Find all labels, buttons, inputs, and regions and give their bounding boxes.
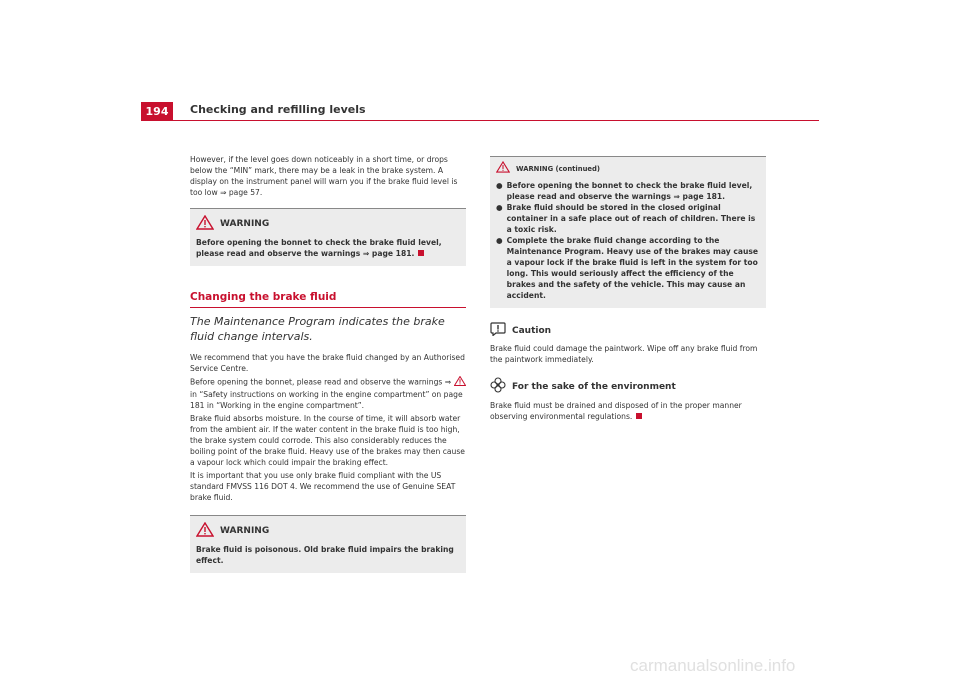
warning-title: WARNING (196, 522, 460, 541)
warning-box-bonnet (190, 208, 466, 266)
watermark: carmanualsonline.info (630, 656, 796, 675)
warning-triangle-icon (196, 215, 214, 234)
paragraph-level-drop: However, if the level goes down noticeably in a short time, or drops below the “MIN” mark, there may be a leak in the brake system. A display on the instrument panel will warn you if the brake fluid level is too low ⇒ page 57. (190, 155, 458, 197)
warning-text: Brake fluid is poisonous. Old brake fluid impairs the braking effect. (196, 545, 454, 565)
list-item: ● Before opening the bonnet to check the brake fluid level, please read and observe the warnings ⇒ page 181. (496, 181, 753, 201)
list-item: ● Complete the brake fluid change according to the Maintenance Program. Heavy use of the brakes may cause a vapour lock if the brake fluid is left in the system for too long. This would seriously affect the efficiency of the brakes and the safety of the vehicle. This may cause an accident. (496, 236, 759, 300)
paragraph-dot4: It is important that you use only brake fluid compliant with the US standard FMVSS 116 DOT 4. We recommend the use of Genuine SEAT brake fluid. (190, 471, 456, 502)
warning-box-poison (190, 515, 466, 573)
running-header: Checking and refilling levels (190, 103, 366, 116)
right-column (490, 156, 766, 424)
caution-icon (490, 322, 506, 340)
left-column (190, 154, 466, 573)
warning-text: Before opening the bonnet to check the brake fluid level, please read and observe the warnings ⇒ page 181. (196, 238, 442, 258)
header-rule (173, 120, 819, 121)
warning-triangle-icon (496, 161, 510, 177)
end-mark-icon (418, 250, 424, 256)
list-item: ● Brake fluid should be stored in the closed original container in a safe place out of reach of children. There is a toxic risk. (496, 203, 756, 234)
end-mark-icon (636, 413, 642, 419)
paragraph-recommend: We recommend that you have the brake fluid changed by an Authorised Service Centre. (190, 353, 465, 373)
section-title: Changing the brake fluid (190, 292, 466, 308)
inline-warning-icon (454, 376, 466, 389)
environment-title: For the sake of the environment (490, 377, 766, 397)
warning-bullets (496, 180, 760, 301)
environment-text: Brake fluid must be drained and disposed of in the proper manner observing environmental regulations. (490, 401, 742, 421)
warning-continued-title: WARNING (continued) (496, 161, 760, 177)
caution-title: Caution (490, 322, 766, 340)
page-number: 194 (141, 102, 173, 121)
warning-title: WARNING (196, 215, 460, 234)
warning-triangle-icon (196, 522, 214, 541)
caution-text: Brake fluid could damage the paintwork. Wipe off any brake fluid from the paintwork immediately. (490, 344, 758, 364)
section-intro: The Maintenance Program indicates the brake fluid change intervals. (190, 315, 445, 343)
paragraph-moisture: Brake fluid absorbs moisture. In the course of time, it will absorb water from the ambient air. If the water content in the brake fluid is too high, the brake system could corrode. This also considerably reduces the boiling point of the brake fluid. Heavy use of the brakes may then cause a vapour lock which could impair the braking effect. (190, 414, 465, 467)
paragraph-warnings-ref: Before opening the bonnet, please read and observe the warnings ⇒ in “Safety instructions on working in the engine compartment” on page 181 in “Working in the engine compartment”. (190, 376, 466, 411)
flower-icon (490, 377, 506, 397)
warning-box-continued (490, 156, 766, 308)
